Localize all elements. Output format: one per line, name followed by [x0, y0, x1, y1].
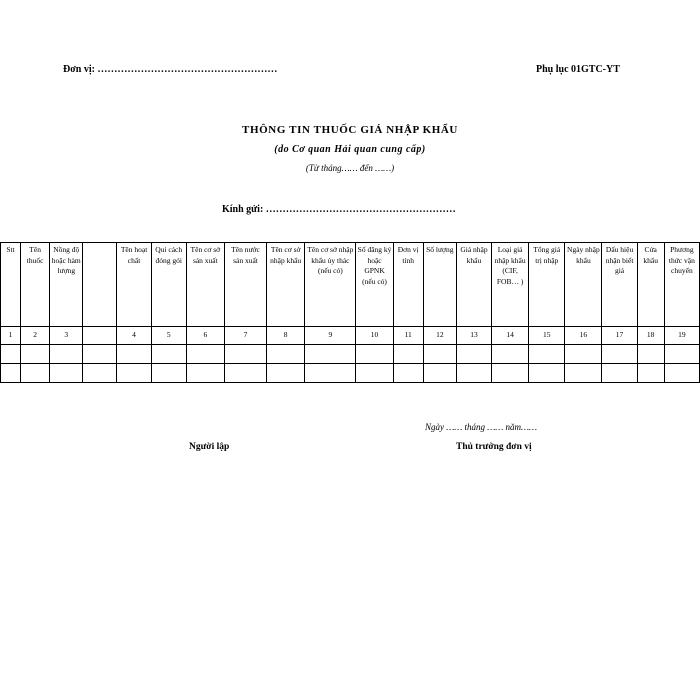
import-price-table: [0, 242, 700, 383]
table-cell: [492, 364, 529, 383]
table-cell: [21, 345, 50, 364]
table-cell: [50, 345, 83, 364]
col-number: 1: [1, 327, 21, 345]
table-cell: [565, 364, 602, 383]
col-header-packaging: Qui cách đóng gói: [151, 243, 186, 327]
column-number-row: [1, 327, 700, 345]
preparer-signature-label: Người lập: [189, 442, 230, 452]
col-number: 19: [664, 327, 699, 345]
col-header-border-gate: Cửa khẩu: [637, 243, 664, 327]
table-cell: [664, 364, 699, 383]
table-cell: [565, 345, 602, 364]
table-cell: [21, 364, 50, 383]
table-cell: [267, 364, 305, 383]
table-cell: [117, 345, 151, 364]
col-number: 13: [456, 327, 491, 345]
col-header-unit: Đơn vị tính: [393, 243, 423, 327]
table-cell: [356, 364, 393, 383]
table-cell: [492, 345, 529, 364]
table-cell: [393, 364, 423, 383]
col-number: 15: [529, 327, 565, 345]
col-header-transport-method: Phương thức vận chuyển: [664, 243, 699, 327]
appendix-label: Phụ lục 01GTC-YT: [536, 64, 620, 75]
table-cell: [664, 345, 699, 364]
col-number: 17: [602, 327, 637, 345]
col-number: 2: [21, 327, 50, 345]
col-number: 8: [267, 327, 305, 345]
col-header-active-ingredient: Tên hoạt chất: [117, 243, 151, 327]
col-number: 12: [423, 327, 456, 345]
table-cell: [637, 345, 664, 364]
col-header-price-type: Loại giá nhập khẩu (CIF, FOB… ): [492, 243, 529, 327]
col-number: 16: [565, 327, 602, 345]
table-row: [1, 364, 700, 383]
table-cell: [529, 364, 565, 383]
table-cell: [305, 364, 356, 383]
table-cell: [186, 345, 224, 364]
col-number: 6: [186, 327, 224, 345]
col-number: [83, 327, 117, 345]
col-number: 9: [305, 327, 356, 345]
table-cell: [456, 364, 491, 383]
col-header-price-indicator: Dấu hiệu nhận biết giá: [602, 243, 637, 327]
document-title: THÔNG TIN THUỐC GIÁ NHẬP KHẨU: [242, 124, 458, 136]
col-number: 11: [393, 327, 423, 345]
col-number: 10: [356, 327, 393, 345]
table-cell: [224, 345, 266, 364]
table-cell: [602, 364, 637, 383]
recipient-line: Kính gửi: …………………………………………………: [222, 204, 456, 215]
table-cell: [456, 345, 491, 364]
col-number: 3: [50, 327, 83, 345]
table-cell: [602, 345, 637, 364]
col-header-concentration: Nồng độ hoặc hàm lượng: [50, 243, 83, 327]
col-header-registration-number: Số đăng ký hoặc GPNK (nếu có): [356, 243, 393, 327]
table-cell: [50, 364, 83, 383]
col-header-import-price: Giá nhập khẩu: [456, 243, 491, 327]
table-cell: [356, 345, 393, 364]
col-header-importer: Tên cơ sở nhập khẩu: [267, 243, 305, 327]
table-header-row: [1, 243, 700, 327]
unit-line: Đơn vị: ………………………………………………: [63, 64, 278, 75]
table-row: [1, 345, 700, 364]
col-header-drug-name: Tên thuốc: [21, 243, 50, 327]
head-of-unit-signature-label: Thủ trưởng đơn vị: [456, 442, 532, 452]
col-number: 18: [637, 327, 664, 345]
col-header-manufacturer: Tên cơ sở sản xuất: [186, 243, 224, 327]
table-cell: [224, 364, 266, 383]
col-header-stt: Stt: [1, 243, 21, 327]
col-number: 4: [117, 327, 151, 345]
date-line: Ngày …… tháng …… năm……: [425, 422, 538, 432]
table-cell: [529, 345, 565, 364]
col-header-empty: [83, 243, 117, 327]
table-cell: [393, 345, 423, 364]
table-cell: [117, 364, 151, 383]
col-number: 7: [224, 327, 266, 345]
col-header-total-value: Tổng giá trị nhập: [529, 243, 565, 327]
table-cell: [305, 345, 356, 364]
document-subtitle: (do Cơ quan Hải quan cung cấp): [274, 144, 426, 155]
reporting-period: (Từ tháng…… đến ……): [305, 163, 395, 173]
col-header-country: Tên nước sản xuất: [224, 243, 266, 327]
table-cell: [186, 364, 224, 383]
table-cell: [83, 364, 117, 383]
col-header-import-date: Ngày nhập khẩu: [565, 243, 602, 327]
table-cell: [151, 364, 186, 383]
table-cell: [267, 345, 305, 364]
table-cell: [83, 345, 117, 364]
table-cell: [1, 345, 21, 364]
table-cell: [151, 345, 186, 364]
table-cell: [637, 364, 664, 383]
col-header-entrusted-importer: Tên cơ sở nhập khẩu ủy thác (nếu có): [305, 243, 356, 327]
col-number: 14: [492, 327, 529, 345]
table-cell: [423, 345, 456, 364]
table-cell: [423, 364, 456, 383]
col-header-quantity: Số lượng: [423, 243, 456, 327]
table-cell: [1, 364, 21, 383]
col-number: 5: [151, 327, 186, 345]
